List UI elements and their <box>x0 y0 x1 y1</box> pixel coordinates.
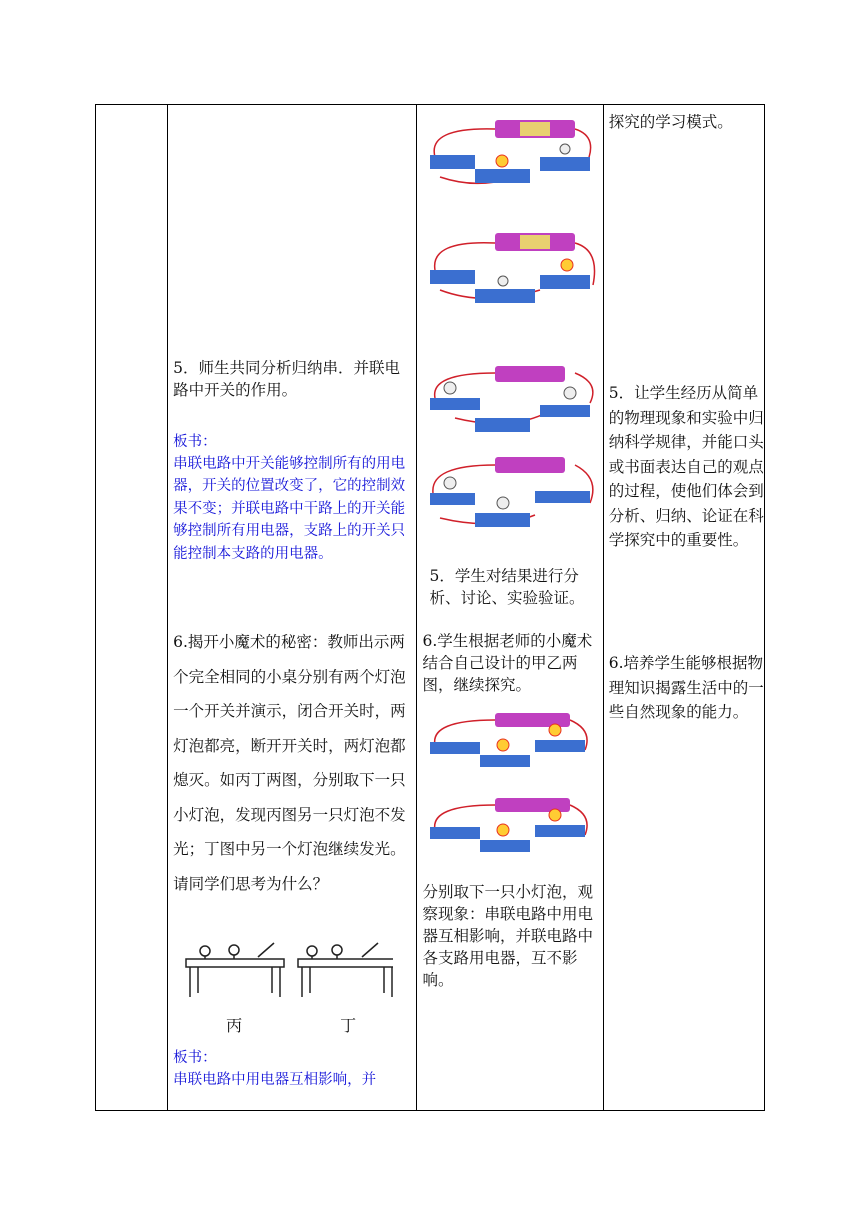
figure-label-ding: 丁 <box>340 1016 357 1035</box>
teacher-step5: 5．师生共同分析归纳串．并联电路中开关的作用。 <box>173 359 400 399</box>
student-observe: 分别取下一只小灯泡，观察现象：串联电路中用电器互相影响，并联电路中各支路用电器，互不影响。 <box>422 883 593 989</box>
board-text-1: 串联电路中开关能够控制所有的用电器，开关的位置改变了，它的控制效果不变；并联电路中干路上的开关能够控制所有用电器，支路上的开关只能控制本支路的用电器。 <box>173 456 406 562</box>
intent-step5: 5．让学生经历从简单的物理现象和实验中归纳科学规律，并能口头或书面表达自己的观点的过程，使他们体会到分析、归纳、论证在科学探究中的重要性。 <box>608 384 764 549</box>
student-step5: 5．学生对结果进行分析、讨论、实验验证。 <box>429 567 585 607</box>
intent-top: 探究的学习模式。 <box>608 113 733 131</box>
col-teacher <box>168 105 417 1111</box>
circuit-image-5 <box>425 710 595 770</box>
board-text-2: 串联电路中用电器互相影响，并 <box>173 1072 377 1088</box>
col-blank <box>96 105 168 1111</box>
table-ding-drawing <box>298 943 393 997</box>
board-label-1: 板书： <box>173 434 217 450</box>
circuit-image-3 <box>425 363 597 438</box>
circuit-image-2 <box>425 225 597 310</box>
tables-figure <box>178 935 393 1005</box>
table-bing-drawing <box>186 943 284 997</box>
teacher-step6: 6.揭开小魔术的秘密：教师出示两个完全相同的小桌分别有两个灯泡一个开关并演示，闭合开关时，两灯泡都亮，断开开关时，两灯泡都熄灭。如丙丁两图，分别取下一只小灯泡，发现丙图另一只灯泡不发光；丁图中另一个灯泡继续发光。请同学们思考为什么？ <box>173 633 406 893</box>
circuit-image-4 <box>425 453 597 533</box>
lesson-table <box>95 104 765 1111</box>
intent-step6: 6.培养学生能够根据物理知识揭露生活中的一些自然现象的能力。 <box>608 654 764 721</box>
board-label-2: 板书： <box>173 1050 217 1066</box>
col-student <box>417 105 603 1111</box>
circuit-image-1 <box>425 117 597 187</box>
col-intent <box>603 105 764 1111</box>
student-step6: 6.学生根据老师的小魔术结合自己设计的甲乙两图，继续探究。 <box>422 632 593 694</box>
circuit-image-6 <box>425 795 595 855</box>
figure-label-bing: 丙 <box>226 1016 243 1035</box>
